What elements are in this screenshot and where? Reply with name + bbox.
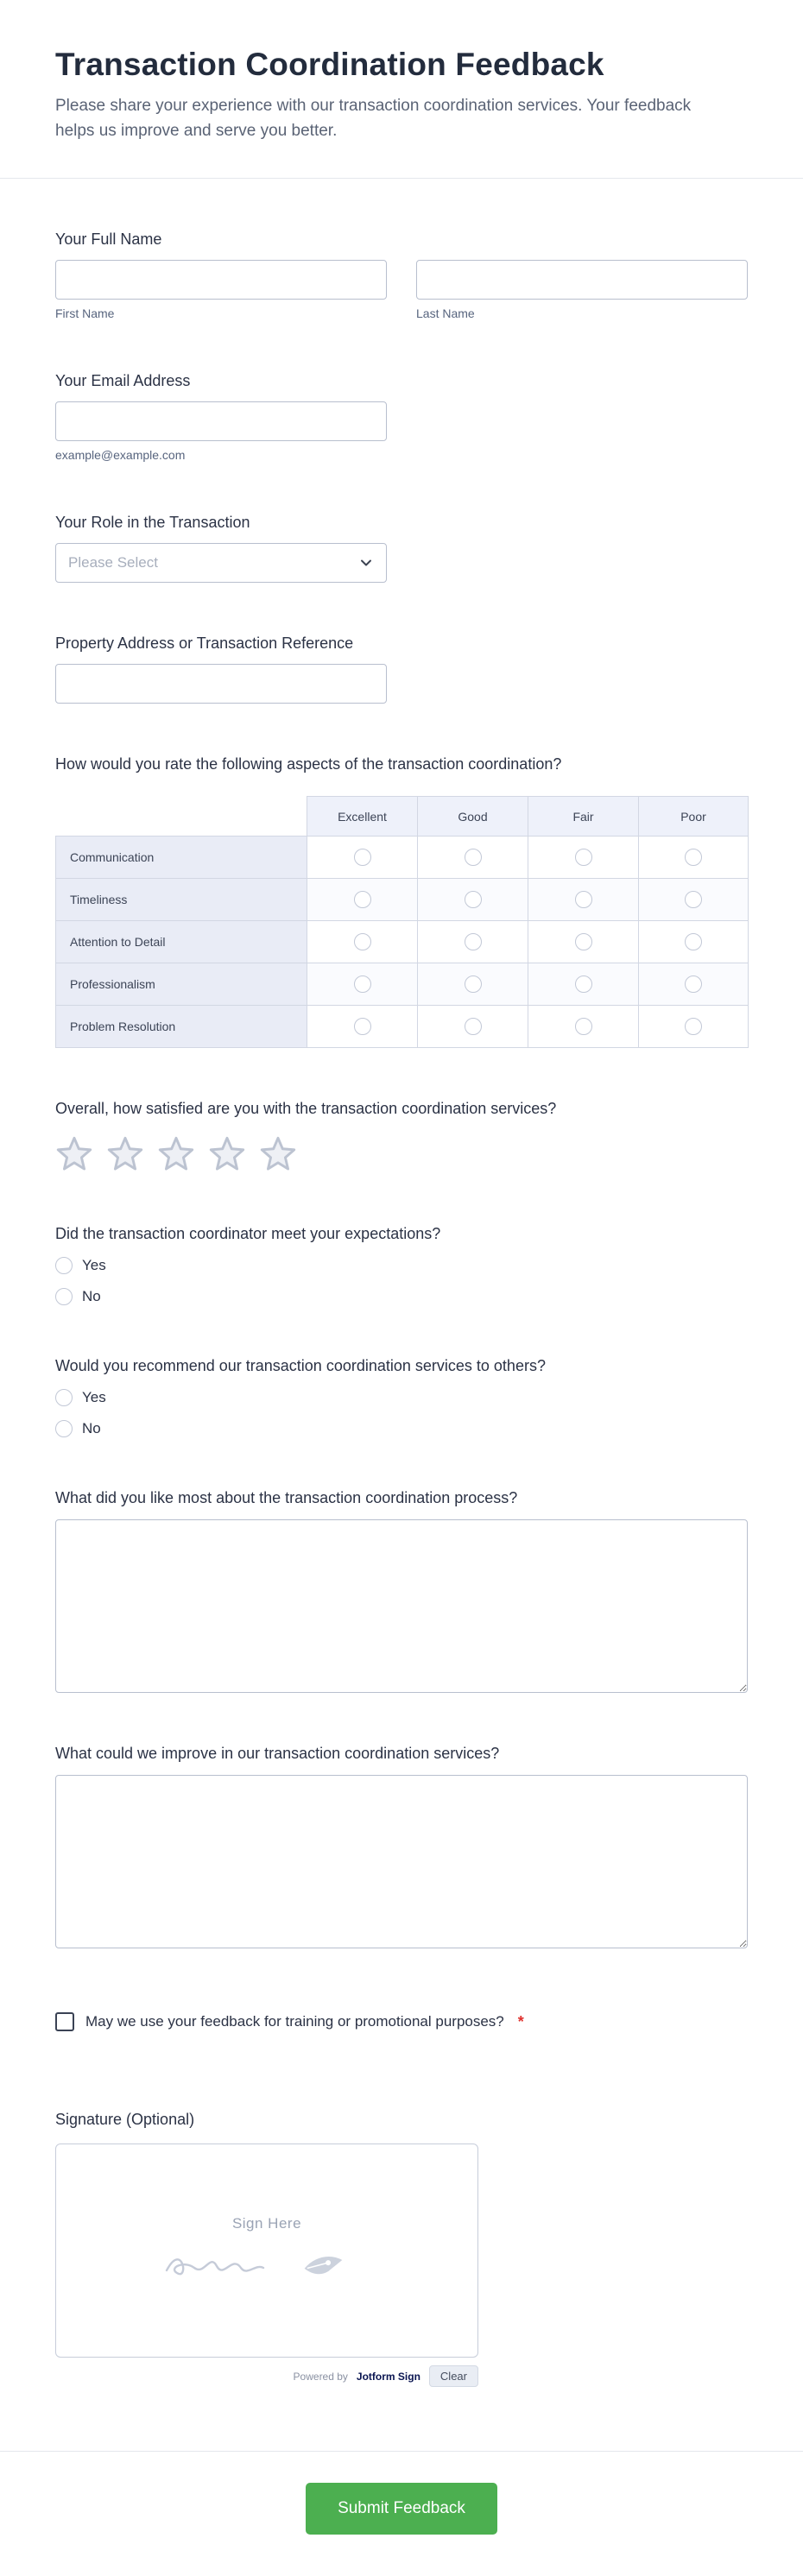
matrix-row [56,1006,749,1048]
matrix-radio[interactable] [685,975,702,993]
matrix-radio[interactable] [465,849,482,866]
required-asterisk: * [517,2012,524,2030]
first-name-sublabel: First Name [55,306,115,320]
chevron-down-icon [358,555,374,571]
pen-icon [304,2251,343,2279]
email-sublabel: example@example.com [55,448,186,462]
matrix-radio[interactable] [354,1018,371,1035]
radio-option-label: Yes [82,1389,106,1405]
matrix-radio[interactable] [685,933,702,950]
matrix-radio[interactable] [465,1018,482,1035]
radio-option-label: Yes [82,1257,106,1273]
submit-section [0,2451,803,2576]
jotform-sign-brand: Jotform Sign [356,2370,420,2383]
improve-label: What could we improve in our transaction coordination services? [55,1745,500,1762]
matrix-row [56,963,749,1006]
matrix-row-label: Timeliness [56,879,307,921]
question-improve [55,1745,748,1948]
radio-option-yes[interactable] [55,1257,748,1274]
radio-button[interactable] [55,1288,73,1305]
last-name-input[interactable] [416,260,748,300]
matrix-radio[interactable] [465,933,482,950]
signature-doodle-icon [155,2236,379,2286]
matrix-radio[interactable] [575,849,592,866]
star-icon[interactable] [208,1135,246,1173]
signature-pad[interactable] [55,2144,478,2358]
star-icon[interactable] [55,1135,93,1173]
question-liked [55,1489,748,1693]
matrix-row-label: Attention to Detail [56,921,307,963]
matrix-row [56,921,749,963]
signature-footer [55,2365,478,2387]
signature-label: Signature (Optional) [55,2111,195,2128]
star-rating [55,1135,748,1173]
question-consent[interactable] [55,2012,748,2031]
email-label: Your Email Address [55,372,191,389]
first-name-input[interactable] [55,260,387,300]
page-title: Transaction Coordination Feedback [55,47,604,82]
matrix-radio[interactable] [685,891,702,908]
question-satisfaction [55,1100,748,1173]
matrix-col-header: Poor [639,797,749,837]
expectations-label: Did the transaction coordinator meet your expectations? [55,1225,441,1242]
question-signature [55,2111,748,2387]
question-property [55,635,748,704]
star-icon[interactable] [259,1135,297,1173]
matrix-radio[interactable] [354,849,371,866]
full-name-label: Your Full Name [55,230,162,248]
role-select[interactable] [55,543,387,583]
liked-label: What did you like most about the transaction coordination process? [55,1489,518,1506]
question-full-name [55,230,748,320]
question-expectations [55,1225,748,1305]
last-name-sublabel: Last Name [416,306,475,320]
matrix-col-header: Excellent [307,797,418,837]
matrix-row-label: Problem Resolution [56,1006,307,1048]
header-divider [0,178,803,179]
matrix-radio[interactable] [354,891,371,908]
form-header [55,0,748,143]
matrix-row-label: Communication [56,837,307,879]
radio-option-yes[interactable] [55,1389,748,1406]
matrix-row-label: Professionalism [56,963,307,1006]
matrix-col-header: Good [418,797,528,837]
radio-button[interactable] [55,1420,73,1437]
matrix-radio[interactable] [685,849,702,866]
powered-by-text: Powered by [293,2370,348,2383]
radio-option-no[interactable] [55,1288,748,1305]
matrix-radio[interactable] [354,933,371,950]
role-label: Your Role in the Transaction [55,514,250,531]
star-icon[interactable] [106,1135,144,1173]
page-subtitle: Please share your experience with our transaction coordination services. Your feedback helps us improve and serve you better. [55,97,692,140]
role-selected-value: Please Select [68,554,158,571]
clear-button[interactable]: Clear [429,2365,478,2387]
email-input[interactable] [55,401,387,441]
matrix-radio[interactable] [685,1018,702,1035]
liked-textarea[interactable] [55,1519,748,1693]
question-email [55,372,748,462]
radio-option-no[interactable] [55,1420,748,1437]
radio-option-label: No [82,1288,101,1304]
question-recommend [55,1357,748,1437]
matrix-radio[interactable] [465,891,482,908]
consent-label: May we use your feedback for training or promotional purposes? [85,2013,504,2030]
star-icon[interactable] [157,1135,195,1173]
satisfaction-label: Overall, how satisfied are you with the transaction coordination services? [55,1100,557,1117]
matrix-row [56,837,749,879]
matrix-col-header: Fair [528,797,639,837]
matrix-radio[interactable] [465,975,482,993]
question-rating-matrix [55,755,748,1048]
rating-matrix-table [55,796,749,1048]
radio-option-label: No [82,1420,101,1436]
property-label: Property Address or Transaction Reference [55,635,354,652]
matrix-radio[interactable] [575,1018,592,1035]
matrix-radio[interactable] [575,933,592,950]
recommend-label: Would you recommend our transaction coordination services to others? [55,1357,546,1374]
consent-checkbox[interactable] [55,2012,74,2031]
property-input[interactable] [55,664,387,704]
submit-button[interactable]: Submit Feedback [306,2483,497,2535]
matrix-row [56,879,749,921]
matrix-label: How would you rate the following aspects of the transaction coordination? [55,755,562,773]
improve-textarea[interactable] [55,1775,748,1948]
matrix-corner-cell [56,797,307,837]
radio-button[interactable] [55,1389,73,1406]
matrix-radio[interactable] [575,891,592,908]
matrix-radio[interactable] [575,975,592,993]
sign-here-placeholder: Sign Here [231,2215,302,2232]
radio-button[interactable] [55,1257,73,1274]
matrix-radio[interactable] [354,975,371,993]
question-role [55,514,748,583]
